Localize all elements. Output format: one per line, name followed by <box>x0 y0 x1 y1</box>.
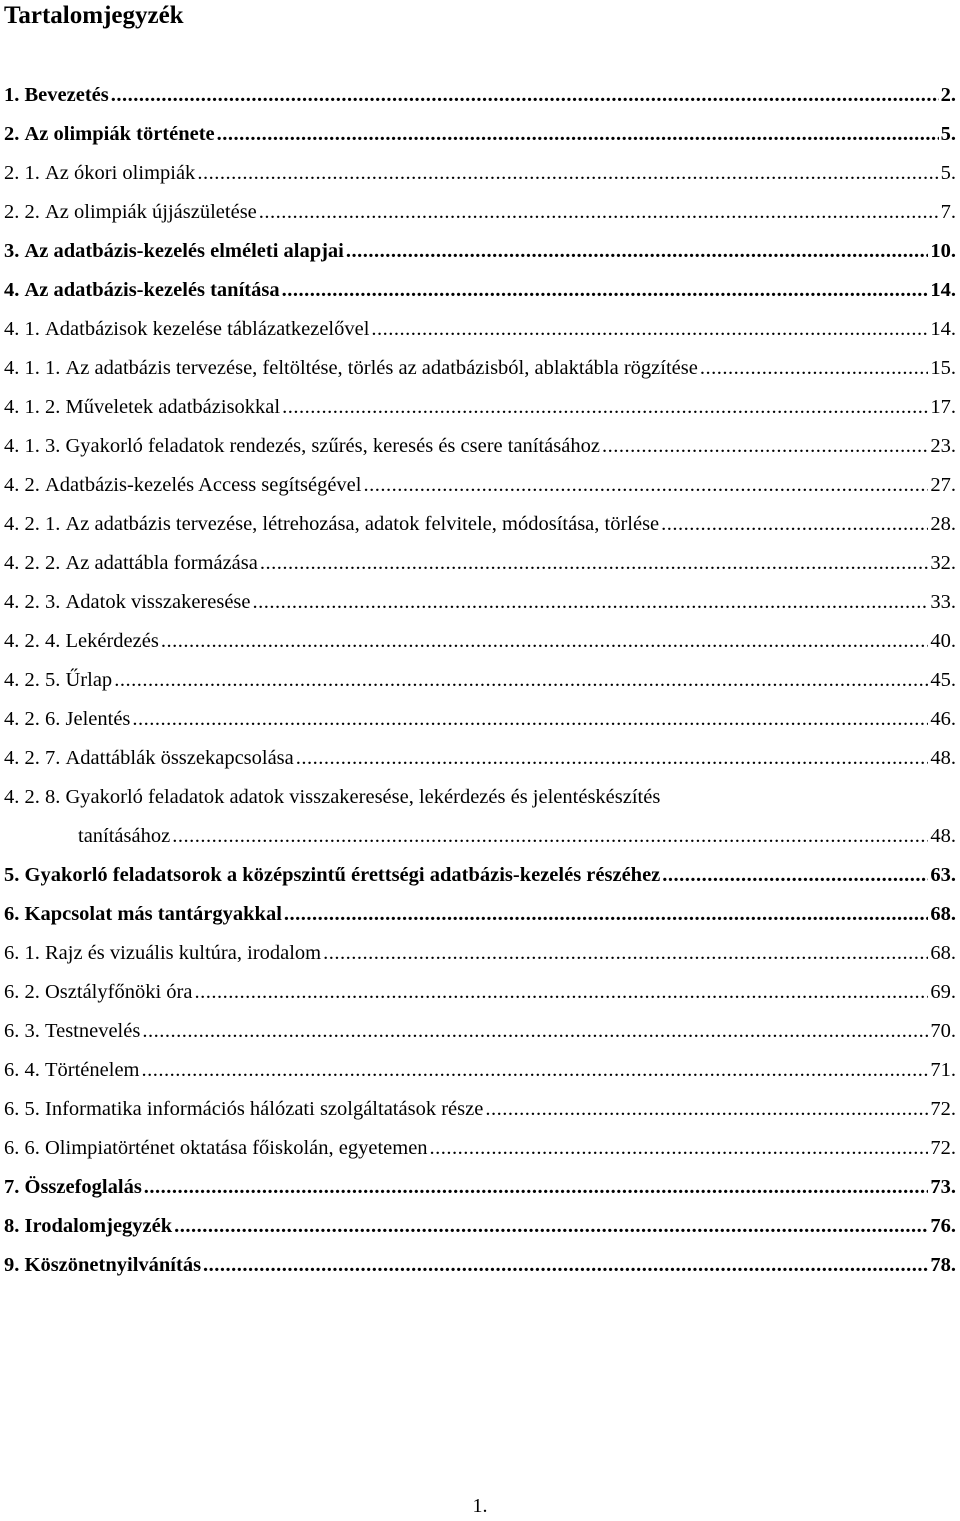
toc-entry-number: 4. 2. 3. <box>4 591 66 613</box>
toc-entry-number: 6. 2. <box>4 981 45 1003</box>
toc-entry-label: Az adatbázis-kezelés tanítása <box>24 279 280 301</box>
toc-entry-label: Az adatbázis tervezése, létrehozása, adatok felvitele, módosítása, törlése <box>65 513 660 535</box>
toc-entry-page: 63. <box>930 864 956 886</box>
toc-entry[interactable] <box>0 934 960 973</box>
toc-dot-leader <box>485 1090 928 1129</box>
toc-entry[interactable] <box>0 349 960 388</box>
toc-entry-label: Osztályfőnöki óra <box>45 981 193 1003</box>
toc-dot-leader <box>430 1129 929 1168</box>
toc-entry-label: Gyakorló feladatsorok a középszintű érettségi adatbázis-kezelés részéhez <box>24 864 661 886</box>
toc-dot-leader <box>194 973 928 1012</box>
toc-dot-leader <box>197 154 938 193</box>
toc-entry-page: 78. <box>930 1254 956 1276</box>
toc-entry[interactable] <box>0 622 960 661</box>
toc-entry-number: 4. 2. 1. <box>4 513 66 535</box>
toc-entry-page: 68. <box>930 942 956 964</box>
toc-entry[interactable] <box>0 310 960 349</box>
toc-entry-label: Űrlap <box>65 669 113 691</box>
toc-entry[interactable] <box>0 544 960 583</box>
toc-entry-number: 4. 2. 4. <box>4 630 66 652</box>
toc-entry-page: 33. <box>930 591 956 613</box>
toc-entry[interactable] <box>0 1207 960 1246</box>
toc-entry-page: 2. <box>940 84 956 106</box>
toc-entry-number: 4. 1. 2. <box>4 396 66 418</box>
toc-entry-number: 6. 6. <box>4 1137 45 1159</box>
toc-entry[interactable] <box>0 1090 960 1129</box>
toc-entry-label: Adatbázisok kezelése táblázatkezelővel <box>45 318 370 340</box>
toc-dot-leader <box>142 1012 928 1051</box>
toc-entry[interactable] <box>0 1129 960 1168</box>
toc-entry-page: 68. <box>930 903 956 925</box>
toc-entry-page: 73. <box>930 1176 956 1198</box>
toc-dot-leader <box>661 505 928 544</box>
toc-entry-number: 3. <box>4 240 25 262</box>
toc-entry-page: 15. <box>930 357 956 379</box>
toc-entry-label: Az olimpiák újjászületése <box>45 201 257 223</box>
toc-entry-number: 9. <box>4 1254 25 1276</box>
toc-entry-number: 4. 1. <box>4 318 45 340</box>
toc-entry[interactable] <box>0 661 960 700</box>
toc-entry-number: 1. <box>4 84 25 106</box>
toc-entry-label: Bevezetés <box>24 84 109 106</box>
toc-entry-page: 5. <box>940 162 956 184</box>
toc-entry-page: 40. <box>930 630 956 652</box>
page-number: 1. <box>472 1495 488 1517</box>
toc-entry-number: 2. 2. <box>4 201 45 223</box>
toc-entry-page: 45. <box>930 669 956 691</box>
toc-entry[interactable] <box>0 193 960 232</box>
table-of-contents <box>0 76 960 1285</box>
toc-entry-label: Informatika információs hálózati szolgáltatások része <box>45 1098 484 1120</box>
toc-entry-number: 4. 2. 8. <box>4 786 66 808</box>
toc-dot-leader <box>174 1207 928 1246</box>
toc-entry[interactable] <box>0 76 960 115</box>
toc-entry-page: 14. <box>930 279 956 301</box>
toc-dot-leader <box>602 427 928 466</box>
toc-entry-label: Történelem <box>45 1059 140 1081</box>
toc-entry-number: 6. 4. <box>4 1059 45 1081</box>
toc-entry-label: Műveletek adatbázisokkal <box>65 396 281 418</box>
toc-dot-leader <box>323 934 928 973</box>
toc-entry-page: 5. <box>940 123 956 145</box>
toc-entry[interactable] <box>0 388 960 427</box>
toc-entry-number: 4. <box>4 279 25 301</box>
toc-entry-number: 4. 2. 7. <box>4 747 66 769</box>
toc-entry-number: 5. <box>4 864 25 886</box>
toc-entry[interactable] <box>0 856 960 895</box>
toc-entry-page: 48. <box>930 825 956 847</box>
toc-entry-number: 6. 1. <box>4 942 45 964</box>
toc-entry-label: Az adatbázis-kezelés elméleti alapjai <box>24 240 344 262</box>
page-title: Tartalomjegyzék <box>4 2 184 29</box>
toc-dot-leader <box>700 349 929 388</box>
toc-dot-leader <box>371 310 928 349</box>
toc-entry-number: 4. 1. 3. <box>4 435 66 457</box>
toc-entry-label: Az adattábla formázása <box>65 552 258 574</box>
toc-entry-label: Az ókori olimpiák <box>45 162 196 184</box>
toc-dot-leader <box>217 115 939 154</box>
toc-dot-leader <box>259 193 939 232</box>
toc-entry-number: 4. 2. 2. <box>4 552 66 574</box>
toc-entry[interactable] <box>0 1012 960 1051</box>
toc-entry-number: 6. 5. <box>4 1098 45 1120</box>
toc-entry-number: 4. 2. 6. <box>4 708 66 730</box>
toc-entry-number: 2. <box>4 123 25 145</box>
toc-dot-leader <box>253 583 929 622</box>
toc-entry[interactable] <box>0 739 960 778</box>
toc-entry-page: 72. <box>930 1137 956 1159</box>
toc-entry-page: 48. <box>930 747 956 769</box>
toc-entry-label: Lekérdezés <box>65 630 159 652</box>
toc-entry-label: Adatok visszakeresése <box>65 591 251 613</box>
toc-entry-label: Adattáblák összekapcsolása <box>65 747 294 769</box>
toc-entry[interactable] <box>0 700 960 739</box>
toc-entry-number: 6. <box>4 903 25 925</box>
toc-entry-label: Rajz és vizuális kultúra, irodalom <box>45 942 322 964</box>
toc-dot-leader <box>172 817 928 856</box>
toc-entry[interactable] <box>0 1246 960 1285</box>
toc-entry-label: Kapcsolat más tantárgyakkal <box>24 903 282 925</box>
toc-entry[interactable] <box>0 232 960 271</box>
toc-entry-page: 46. <box>930 708 956 730</box>
toc-entry-page: 7. <box>940 201 956 223</box>
toc-entry-label-continued: tanításához <box>78 825 171 847</box>
toc-entry-label: Irodalomjegyzék <box>24 1215 173 1237</box>
toc-entry-label: Összefoglalás <box>24 1176 142 1198</box>
toc-entry-page: 69. <box>930 981 956 1003</box>
toc-dot-leader <box>144 1168 929 1207</box>
toc-dot-leader <box>132 700 928 739</box>
toc-dot-leader <box>282 388 928 427</box>
toc-entry-number: 7. <box>4 1176 25 1198</box>
toc-entry-number: 4. 2. <box>4 474 45 496</box>
toc-dot-leader <box>161 622 929 661</box>
toc-entry[interactable] <box>0 505 960 544</box>
toc-entry[interactable] <box>0 115 960 154</box>
toc-dot-leader <box>346 232 928 271</box>
toc-entry-page: 23. <box>930 435 956 457</box>
toc-entry[interactable] <box>0 154 960 193</box>
toc-dot-leader <box>114 661 928 700</box>
toc-entry[interactable] <box>0 271 960 310</box>
toc-entry-page: 10. <box>930 240 956 262</box>
toc-entry[interactable] <box>0 1051 960 1090</box>
toc-entry[interactable] <box>0 778 960 817</box>
toc-dot-leader <box>662 856 928 895</box>
toc-entry[interactable] <box>0 1168 960 1207</box>
toc-entry[interactable] <box>0 427 960 466</box>
toc-entry-label: Jelentés <box>65 708 131 730</box>
toc-entry-page: 27. <box>930 474 956 496</box>
toc-entry-number: 8. <box>4 1215 25 1237</box>
toc-dot-leader <box>111 76 939 115</box>
toc-entry[interactable] <box>0 466 960 505</box>
toc-entry-page: 76. <box>930 1215 956 1237</box>
toc-entry-label: Gyakorló feladatok rendezés, szűrés, keresés és csere tanításához <box>65 435 600 457</box>
toc-dot-leader <box>282 271 929 310</box>
toc-entry-page: 17. <box>930 396 956 418</box>
toc-entry-page: 28. <box>930 513 956 535</box>
toc-entry-continuation <box>0 817 960 856</box>
toc-entry-page: 71. <box>930 1059 956 1081</box>
toc-entry-number: 6. 3. <box>4 1020 45 1042</box>
toc-entry[interactable] <box>0 895 960 934</box>
toc-dot-leader <box>296 739 929 778</box>
toc-entry-label: Köszönetnyilvánítás <box>24 1254 202 1276</box>
toc-entry[interactable] <box>0 973 960 1012</box>
toc-dot-leader <box>363 466 928 505</box>
toc-entry-label: Gyakorló feladatok adatok visszakeresése, lekérdezés és jelentéskészítés <box>65 786 661 808</box>
toc-entry-label: Olimpiatörténet oktatása főiskolán, egyetemen <box>45 1137 428 1159</box>
toc-dot-leader <box>284 895 928 934</box>
toc-entry-number: 4. 2. 5. <box>4 669 66 691</box>
toc-entry-number: 4. 1. 1. <box>4 357 66 379</box>
toc-entry[interactable] <box>0 583 960 622</box>
toc-entry-page: 14. <box>930 318 956 340</box>
toc-entry-page: 70. <box>930 1020 956 1042</box>
toc-entry-label: Az adatbázis tervezése, feltöltése, törlés az adatbázisból, ablaktábla rögzítése <box>65 357 698 379</box>
toc-dot-leader <box>141 1051 928 1090</box>
toc-entry-label: Az olimpiák története <box>24 123 215 145</box>
toc-dot-leader <box>203 1246 928 1285</box>
toc-dot-leader <box>260 544 929 583</box>
toc-entry-page: 32. <box>930 552 956 574</box>
toc-entry-label: Testnevelés <box>45 1020 141 1042</box>
toc-entry-number: 2. 1. <box>4 162 45 184</box>
toc-entry-label: Adatbázis-kezelés Access segítségével <box>45 474 362 496</box>
toc-entry-page: 72. <box>930 1098 956 1120</box>
